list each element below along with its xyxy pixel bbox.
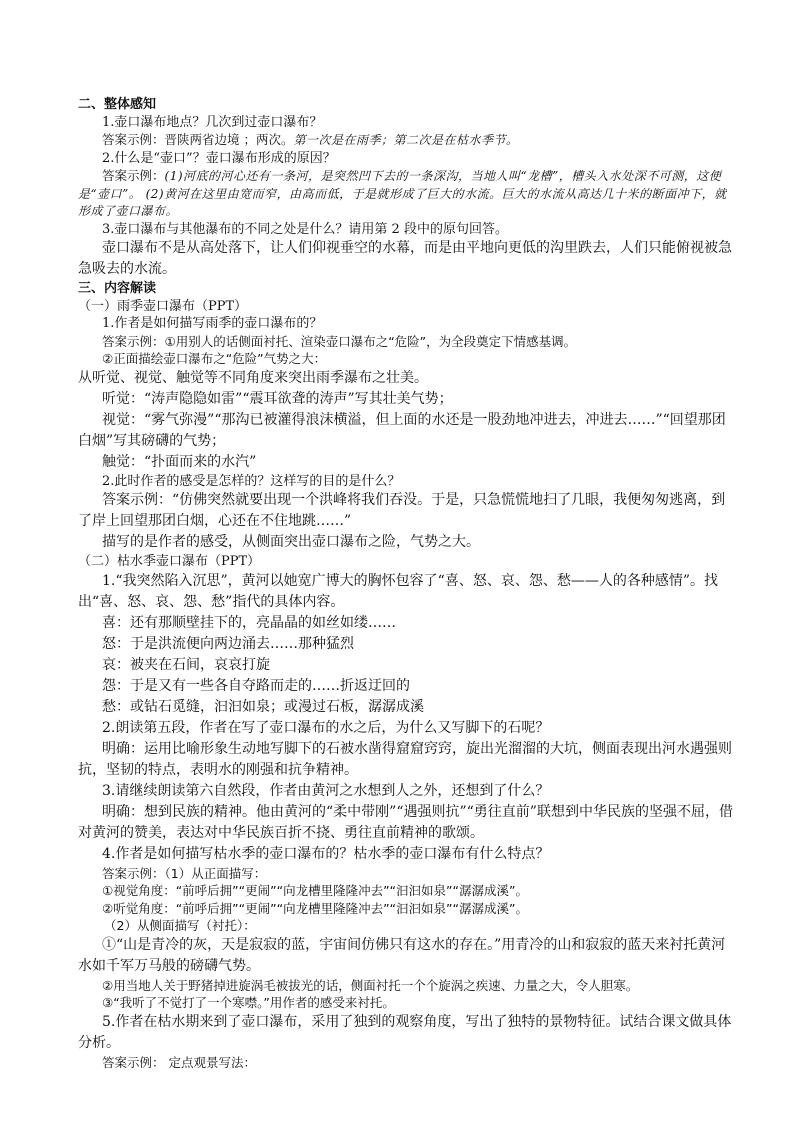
question-3: 3.壶口瀑布与其他瀑布的不同之处是什么？请用第 2 段中的原句回答。 (102, 221, 508, 237)
part-2-line-4: 怨：于是又有一些各自夺路而走的……折返迂回的 (102, 677, 410, 694)
part-2-answer-4-6: ③“我听了不觉打了一个寒噤。”用作者的感受来衬托。 (102, 995, 395, 1010)
part-1-line-2: 听觉：“涛声隐隐如雷”“震耳欲聋的涛声”写其壮美气势； (102, 390, 453, 407)
answer-2 (78, 167, 738, 221)
part-2-question-3: 3.请继续朗读第六自然段，作者由黄河之水想到人之外，还想到了什么？ (102, 782, 550, 799)
part-2-line-5: 愁：或钻石觅缝，汩汩如泉；或漫过石板，潺潺成溪 (102, 698, 424, 715)
part-2-answer-3: 明确：想到民族的精神。他由黄河的“柔中带刚”“遇强则抗”“勇往直前”联想到中华民族的坚强不屈，借对黄河的赞美，表达对中华民族百折不挠、勇往直前精神的歌颂。 (78, 803, 733, 841)
question-2: 2.什么是“壶口”？壶口瀑布形成的原因？ (102, 150, 336, 166)
part-1-line-3: 视觉：“雾气弥漫”“那沟已被灌得浪沫横溢，但上面的水还是一股劲地冲进去，冲进去……”“回望那团白烟”写其磅礴的气势； (78, 411, 726, 449)
answer-3: 壶口瀑布不是从高处落下，让人们仰视垂空的水幕，而是由平地向更低的沟里跌去，人们只能俯视被急急吸去的水流。 (78, 240, 732, 277)
part-2-question-4: 4.作者是如何描写枯水季的壶口瀑布的？枯水季的壶口瀑布有什么特点？ (102, 845, 550, 862)
part-1-line-1: 从听觉、视觉、触觉等不同角度来突出雨季瀑布之壮美。 (78, 369, 428, 386)
part-1-answer-1: 答案示例：①用别人的话侧面衬托、渲染壶口瀑布之“危险”，为全段奠定下情感基调。 (102, 333, 577, 349)
question-1: 1.壶口瀑布地点？几次到过壶口瀑布？ (102, 114, 323, 130)
part-2-title: （二）枯水季壶口瀑布（PPT） (78, 554, 261, 569)
part-2-answer-4-1: ①视觉角度：“前呼后拥”“更闹”“向龙槽里隆隆冲去”“汩汩如泉”“潺潺成溪”。 (102, 883, 528, 898)
part-2-question-5: 5.作者在枯水期来到了壶口瀑布，采用了独到的观察角度，写出了独特的景物特征。试结合课文做具体分析。 (78, 1013, 732, 1051)
part-2-answer-4: 答案示例：（1）从正面描写： (102, 865, 267, 881)
section-heading-content: 三、内容解读 (78, 281, 157, 296)
part-2-line-2: 怒：于是洪流便向两边涌去……那种猛烈 (102, 635, 354, 652)
part-2-answer-4-4: ①“山是青冷的灰，天是寂寂的蓝，宇宙间仿佛只有这水的存在。”用青冷的山和寂寂的蓝天来衬托黄河水如千军万马般的磅礴气势。 (78, 936, 726, 974)
answer-2-detail: (1)河底的河心还有一条河，是突然凹下去的一条深沟，当地人叫“龙槽”，槽头入水处深不可测，这便是“壶口”。 (2)黄河在这里由宽而窄，由高而低，于是就形成了巨大的水流。巨大的水流从高达几十米的断面冲下，就形成了壶口瀑布。 (78, 169, 727, 218)
answer-1-prefix: 答案示例：晋陕两省边境 ；两次。 (102, 132, 294, 147)
part-2-line-1: 喜：还有那顺壁挂下的，亮晶晶的如丝如缕…… (102, 614, 396, 631)
section-heading-overall: 二、整体感知 (78, 97, 157, 112)
answer-1-detail: 第一次是在雨季；第二次是在枯水季节。 (293, 133, 519, 147)
part-2-answer-4-2: ②听觉角度：“前呼后拥”“更闹”“向龙槽里隆隆冲去”“汩汩如泉”“潺潺成溪”。 (102, 900, 528, 916)
answer-2-prefix: 答案示例： (102, 168, 165, 183)
part-1-answer-2b: 描写的是作者的感受，从侧面突出壶口瀑布之险，气势之大。 (102, 534, 480, 550)
part-2-answer-2: 明确：运用比喻形象生动地写脚下的石被水凿得窟窟窍窍，旋出光溜溜的大坑，侧面表现出河水遇强则抗，坚韧的特点，表明水的刚强和抗争精神。 (78, 740, 732, 778)
part-2-answer-5: 答案示例： 定点观景写法： (102, 1054, 256, 1070)
part-1-title: （一）雨季壶口瀑布（PPT） (78, 298, 248, 314)
part-1-line-4: 触觉：“扑面而来的水汽” (102, 453, 257, 470)
part-1-question-1: 1.作者是如何描写雨季的壶口瀑布的？ (102, 316, 323, 331)
part-2-question-1: 1.“我突然陷入沉思”，黄河以她宽广博大的胸怀包容了“喜、怒、哀、怨、愁——人的各种感情”。找出“喜、怒、哀、怨、愁”指代的具体内容。 (78, 572, 718, 610)
part-2-answer-4-3: （2）从侧面描写（衬托）： (104, 918, 256, 933)
part-2-line-3: 哀：被夹在石间，哀哀打旋 (102, 656, 270, 673)
part-1-answer-1b: ②正面描绘壶口瀑布之“危险”气势之大： (102, 351, 327, 366)
part-2-answer-4-5: ②用当地人关于野猪掉进旋涡毛被拔光的话，侧面衬托一个个旋涡之疾速、力量之大，令人胆寒。 (102, 977, 639, 993)
answer-1 (78, 131, 738, 150)
part-1-question-2: 2.此时作者的感受是怎样的？这样写的目的是什么？ (102, 473, 401, 489)
part-2-question-2: 2.朗读第五段，作者在写了壶口瀑布的水之后，为什么又写脚下的石呢？ (102, 719, 550, 736)
document-page (78, 96, 738, 1071)
part-1-answer-2: 答案示例：“仿佛突然就要出现一个洪峰将我们吞没。于是，只急慌慌地扫了几眼，我便匆匆逃离，到了岸上回望那团白烟，心还在不住地跳……” (78, 492, 726, 529)
